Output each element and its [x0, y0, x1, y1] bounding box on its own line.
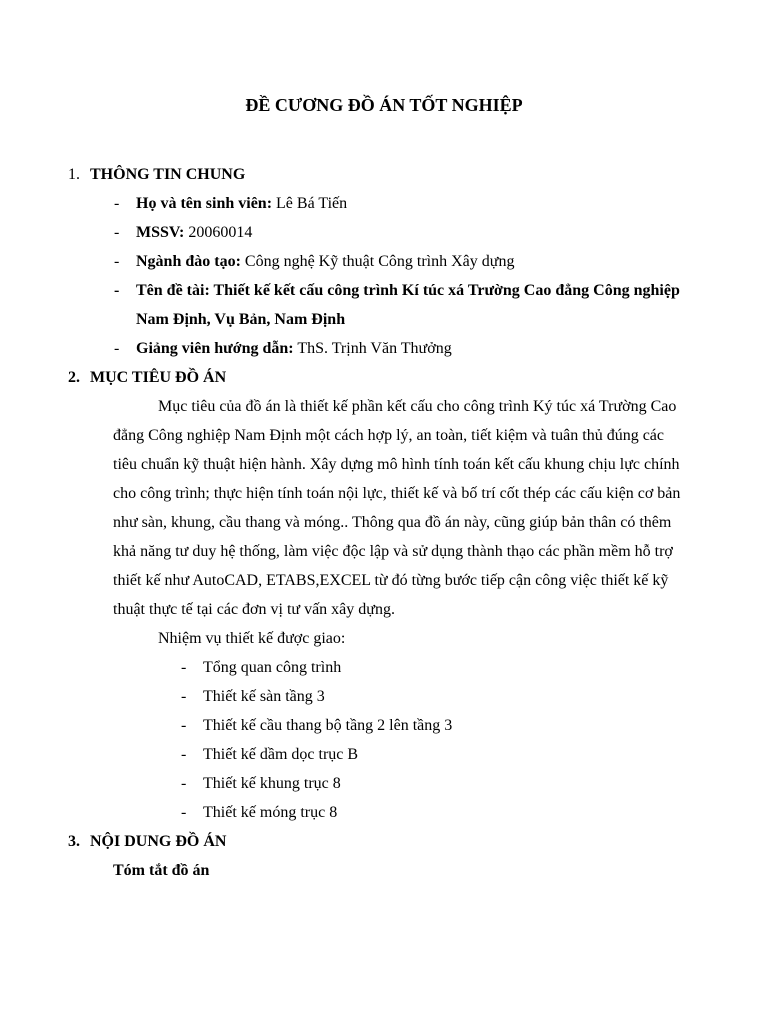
bullet-dash: - — [114, 224, 120, 241]
tasks-intro: Nhiệm vụ thiết kế được giao: — [158, 630, 346, 647]
paragraph-line: đẳng Công nghiệp Nam Định một cách hợp lý, an toàn, tiết kiệm và tuân thủ đúng các — [113, 427, 664, 444]
item-label: MSSV: — [136, 224, 185, 241]
task-item: Thiết kế móng trục 8 — [203, 804, 338, 821]
bullet-dash: - — [181, 659, 187, 676]
bullet-dash: - — [181, 804, 187, 821]
list-item-student-id — [136, 222, 252, 244]
item-value: Lê Bá Tiến — [272, 195, 348, 212]
list-item-major — [136, 251, 514, 273]
paragraph-line: cho công trình; thực hiện tính toán nội lực, thiết kế và bố trí cốt thép các cấu kiện cơ bản — [113, 485, 681, 502]
task-item: Thiết kế sàn tầng 3 — [203, 688, 325, 705]
section-3-heading: NỘI DUNG ĐỒ ÁN — [90, 833, 227, 850]
list-item-thesis-title-cont: Nam Định, Vụ Bản, Nam Định — [136, 311, 346, 328]
section-3-number: 3. — [68, 833, 80, 850]
paragraph-line: Mục tiêu của đồ án là thiết kế phần kết cấu cho công trình Ký túc xá Trường Cao — [158, 398, 677, 415]
task-item: Tổng quan công trình — [203, 659, 342, 676]
task-item: Thiết kế dầm dọc trục B — [203, 746, 359, 763]
item-value: 20060014 — [184, 224, 253, 241]
bullet-dash: - — [114, 195, 120, 212]
section-2-number: 2. — [68, 369, 80, 386]
item-label: Họ và tên sinh viên: — [136, 195, 273, 212]
list-item-student-name — [136, 193, 347, 215]
bullet-dash: - — [181, 688, 187, 705]
section-3-subheading: Tóm tắt đồ án — [113, 862, 210, 879]
section-1-number: 1. — [68, 166, 80, 183]
bullet-dash: - — [114, 340, 120, 357]
bullet-dash: - — [114, 253, 120, 270]
paragraph-line: thiết kế như AutoCAD, ETABS,EXCEL từ đó từng bước tiếp cận công việc thiết kế kỹ — [113, 572, 669, 589]
item-label: Giảng viên hướng dẫn: — [136, 340, 294, 357]
task-item: Thiết kế khung trục 8 — [203, 775, 341, 792]
task-item: Thiết kế cầu thang bộ tầng 2 lên tầng 3 — [203, 717, 453, 734]
document-title: ĐỀ CƯƠNG ĐỒ ÁN TỐT NGHIỆP — [245, 95, 523, 115]
paragraph-line: khả năng tư duy hệ thống, làm việc độc lập và sử dụng thành thạo các phần mềm hỗ trợ — [113, 543, 673, 560]
bullet-dash: - — [181, 746, 187, 763]
paragraph-line: thuật thực tế tại các đơn vị tư vấn xây dựng. — [113, 601, 395, 618]
bullet-dash: - — [181, 775, 187, 792]
item-label: Ngành đào tạo: — [136, 253, 241, 270]
bullet-dash: - — [181, 717, 187, 734]
bullet-dash: - — [114, 282, 120, 299]
list-item-thesis-title: Tên đề tài: Thiết kế kết cấu công trình Kí túc xá Trường Cao đẳng Công nghiệp — [136, 282, 680, 299]
list-item-supervisor — [136, 338, 452, 360]
section-1-heading: THÔNG TIN CHUNG — [90, 166, 246, 183]
paragraph-line: như sàn, khung, cầu thang và móng.. Thông qua đồ án này, cũng giúp bản thân có thêm — [113, 514, 672, 531]
paragraph-line: tiêu chuẩn kỹ thuật hiện hành. Xây dựng mô hình tính toán kết cấu khung chịu lực chính — [113, 456, 680, 473]
item-value: Công nghệ Kỹ thuật Công trình Xây dựng — [240, 253, 515, 270]
section-2-heading: MỤC TIÊU ĐỒ ÁN — [90, 369, 227, 386]
item-value: ThS. Trịnh Văn Thưởng — [293, 340, 452, 357]
